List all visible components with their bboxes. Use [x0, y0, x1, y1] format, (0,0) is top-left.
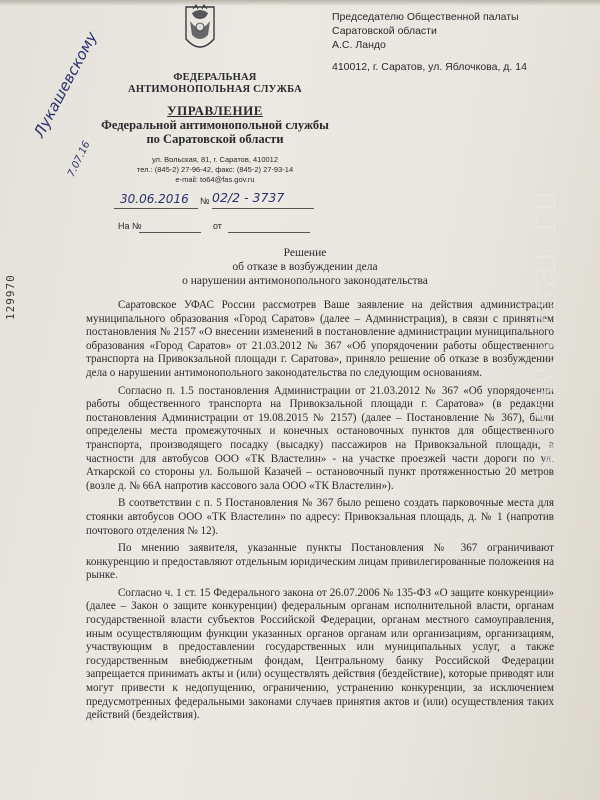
title-line3: о нарушении антимонопольного законодательства: [182, 275, 428, 287]
coat-of-arms-emblem: [178, 3, 222, 61]
recipient-address: 410012, г. Саратов, ул. Яблочкова, д. 14: [332, 61, 527, 73]
page-shadow: [0, 0, 600, 6]
body-paragraph-1: Саратовское УФАС России рассмотрев Ваше заявление на действия администрации муниципального образования «Город Саратов» (далее – Администрация), в связи с принятием постановления № 2157 «О внесении изменений в постановление администрации муниципального образования «Город Саратов» от 21.03.2012 № 367 «Об упорядочении работы общественного транспорта на Привокзальной площади г. Саратова», приняло решение об отказе в возбуждении дела о нарушении антимонопольного законодательства по следующим основаниям.: [86, 299, 554, 379]
recipient-line1: Председателю Общественной палаты: [332, 11, 519, 23]
document-body: [86, 299, 554, 727]
sender-org-line1: ФЕДЕРАЛЬНАЯ: [173, 72, 257, 83]
sender-contacts: [110, 155, 320, 185]
sender-dept-line1: УПРАВЛЕНИЕ: [167, 103, 263, 118]
sender-address: ул. Вольская, 81, г. Саратов, 410012: [151, 155, 279, 164]
incoming-date-label: от: [213, 221, 222, 231]
registration-stamp-number: 129970: [4, 274, 17, 320]
body-paragraph-5: Согласно ч. 1 ст. 15 Федерального закона от 26.07.2006 № 135-ФЗ «О защите конкуренции» (далее – Закон о защите конкуренции) федеральным органам исполнительной власти, органам государственной власти субъектов Российской Федерации, органам местного самоуправления, иным осуществляющим функции указанных органов органам или организациям, организациям, участвующим в предоставлении государственных или муниципальных услуг, а также государственным внебюджетным фондам, Центральному банку Российской Федерации запрещается принимать акты и (или) осуществлять действия (бездействие), которые приводят или могут привести к недопущению, ограничению, устранению конкуренции, за исключением предусмотренных федеральными законами случаев принятия актов и (или) осуществления таких действий (бездействия).: [86, 586, 554, 722]
handwritten-date: 30.06.2016: [120, 192, 189, 206]
sender-phones: тел.: (845-2) 27-96-42, факс: (845-2) 27-93-14: [136, 165, 294, 174]
recipient-block: [332, 10, 582, 74]
incoming-date-rule: [228, 232, 310, 233]
sender-org-line2: АНТИМОНОПОЛЬНАЯ СЛУЖБА: [128, 84, 302, 95]
body-paragraph-4: По мнению заявителя, указанные пункты Постановления № 367 ограничивают конкуренцию и предоставляют отдельным юридическим лицам привилегированные положения на рынке.: [86, 542, 554, 582]
body-paragraph-3: В соответствии с п. 5 Постановления № 367 было решено создать парковочные места для стоянки автобусов ООО «ТК Властелин» по адресу: Привокзальная площадь, д. № 1 (напротив почтового отделения № 12).: [86, 497, 554, 537]
title-line1: Решение: [283, 247, 327, 259]
outgoing-number-label: №: [200, 196, 210, 206]
document-title: [140, 246, 470, 288]
number-rule: [212, 208, 314, 209]
date-rule: [114, 208, 198, 209]
sender-department: [80, 104, 350, 146]
sender-email: e-mail: to64@fas.gov.ru: [175, 175, 255, 184]
sender-dept-line3: по Саратовской области: [146, 132, 284, 146]
incoming-number-label: На №: [118, 221, 142, 231]
incoming-number-rule: [139, 232, 201, 233]
handwritten-resolution-date: 7.07.16: [66, 139, 93, 179]
body-paragraph-2: Согласно п. 1.5 постановления Администрации от 21.03.2012 № 367 «Об упорядочении работы общественного транспорта на Привокзальной площади г. Саратова» (в редакции постановления Администрации от 19.08.2015 № 2157) (далее – Постановление № 367), были определены места промежуточных и конечных остановочных пунктов для общественного транспорта, производящего посадку (высадку) пассажиров на Привокзальной площади, в частности для автобусов ООО «ТК Властелин» - на участке проезжей части дороги по ул. Аткарской со стороны ул. Большой Казачей – остановочный пункт протяженностью 20 метров (возле д. № 66А напротив кассового зала ООО «ТК Властелин»).: [86, 384, 554, 492]
sender-org-name: [80, 72, 350, 96]
recipient-line2: Саратовской области: [332, 25, 437, 37]
site-watermark: www.vzsar.ru: [520, 186, 566, 470]
sender-dept-line2: Федеральной антимонопольной службы: [101, 118, 329, 132]
handwritten-resolution-name: Лукашевскому: [30, 28, 101, 141]
recipient-line3: А.С. Ландо: [332, 39, 386, 51]
title-line2: об отказе в возбуждении дела: [232, 261, 378, 273]
handwritten-number: 02/2 - 3737: [212, 190, 285, 205]
